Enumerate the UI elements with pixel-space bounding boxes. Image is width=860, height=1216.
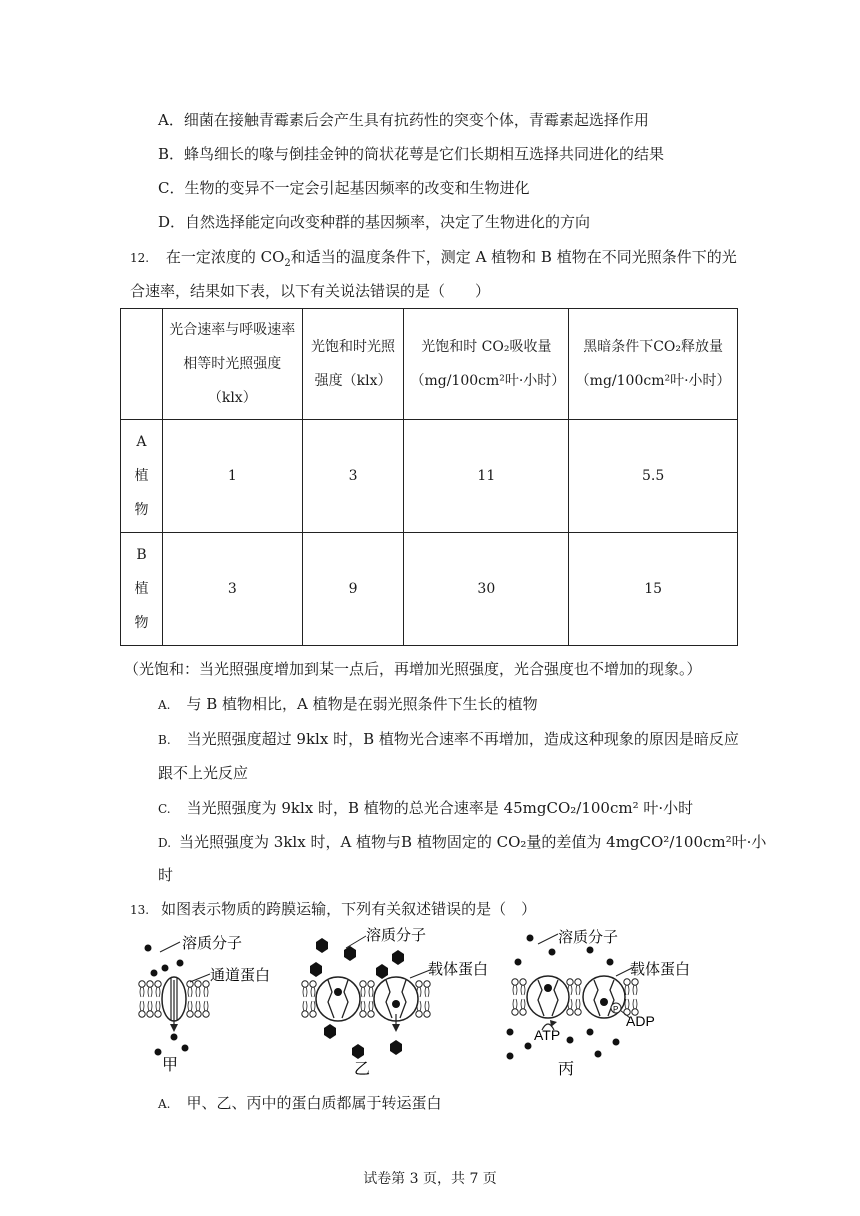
- q12-option-b: B. 当光照强度超过 9klx 时，B 植物光合速率不再增加，造成这种现象的原因是暗反应: [158, 730, 739, 748]
- row-label-plant-a: A 植 物: [121, 420, 163, 533]
- table-cell: 30: [404, 533, 569, 646]
- q12-option-b-cont: 跟不上光反应: [158, 764, 249, 782]
- label-bing: 丙: [558, 1059, 575, 1078]
- table-cell: 5.5: [569, 420, 738, 533]
- q12-option-c: C. 当光照强度为 9klx 时，B 植物的总光合速率是 45mgCO₂/100cm² 叶·小时: [158, 799, 694, 817]
- table-header-cell: 光饱和时光照强度（klx）: [302, 309, 404, 420]
- table-header-cell: 黑暗条件下CO₂释放量（mg/100cm²叶·小时）: [569, 309, 738, 420]
- q11-option-b: B．蜂鸟细长的喙与倒挂金钟的筒状花萼是它们长期相互选择共同进化的结果: [158, 145, 665, 163]
- q12-stem-line1: 12. 在一定浓度的 $CO_2$和适当的温度条件下，测定 A 植物和 B 植物在不同光照条件下的光: [130, 248, 737, 269]
- table-row: [121, 420, 738, 533]
- row-label-plant-b: B 植 物: [121, 533, 163, 646]
- q13-option-a: A. 甲、乙、丙中的蛋白质都属于转运蛋白: [158, 1094, 442, 1112]
- q11-option-d: D．自然选择能定向改变种群的基因频率，决定了生物进化的方向: [158, 213, 591, 231]
- q12-stem-line2: 合速率，结果如下表，以下有关说法错误的是（ ）: [130, 282, 491, 300]
- photosynthesis-table: [120, 308, 738, 646]
- membrane-transport-figure: [130, 922, 710, 1082]
- q11-option-a: A．细菌在接触青霉素后会产生具有抗药性的突变个体，青霉素起选择作用: [158, 111, 649, 129]
- label-p: P: [613, 1005, 619, 1014]
- panel-bing: [507, 929, 691, 1078]
- table-cell: 9: [302, 533, 404, 646]
- table-cell: 3: [302, 420, 404, 533]
- q12-option-a: A. 与 B 植物相比，A 植物是在弱光照条件下生长的植物: [158, 695, 538, 713]
- table-header-cell: 光饱和时 CO₂吸收量（mg/100cm²叶·小时）: [404, 309, 569, 420]
- label-adp: ADP: [626, 1013, 655, 1029]
- label-atp: ATP: [534, 1027, 561, 1043]
- label-yi: 乙: [354, 1059, 371, 1078]
- q12-note: （光饱和：当光照强度增加到某一点后，再增加光照强度，光合强度也不增加的现象。）: [124, 660, 702, 678]
- table-header-cell: 光合速率与呼吸速率相等时光照强度（klx）: [162, 309, 302, 420]
- label-carrier-protein-yi: 载体蛋白: [428, 961, 489, 978]
- q12-option-d: D. 当光照强度为 3klx 时，A 植物与B 植物固定的 CO₂量的差值为 4mgCO²/100cm²叶·小: [158, 833, 767, 851]
- table-cell: 11: [404, 420, 569, 533]
- label-carrier-protein-bing: 载体蛋白: [630, 961, 691, 978]
- panel-yi: [302, 927, 488, 1078]
- q12-number: 12.: [130, 251, 150, 265]
- table-cell: 1: [162, 420, 302, 533]
- table-cell: 3: [162, 533, 302, 646]
- q12-option-d-cont: 时: [158, 866, 174, 884]
- table-cell: 15: [569, 533, 738, 646]
- label-jia: 甲: [162, 1055, 179, 1074]
- table-header-row: [121, 309, 738, 420]
- table-row: [121, 533, 738, 646]
- label-solute-yi: 溶质分子: [366, 927, 427, 944]
- label-solute-bing: 溶质分子: [558, 929, 619, 946]
- table-corner-cell: [121, 309, 163, 420]
- page-footer: 试卷第 3 页，共 7 页: [363, 1171, 497, 1187]
- q13-stem: 13. 如图表示物质的跨膜运输，下列有关叙述错误的是（ ）: [130, 900, 537, 918]
- label-channel-protein: 通道蛋白: [210, 967, 271, 984]
- label-solute-jia: 溶质分子: [182, 935, 243, 952]
- q11-option-c: C．生物的变异不一定会引起基因频率的改变和生物进化: [158, 179, 530, 197]
- panel-jia: [139, 935, 270, 1074]
